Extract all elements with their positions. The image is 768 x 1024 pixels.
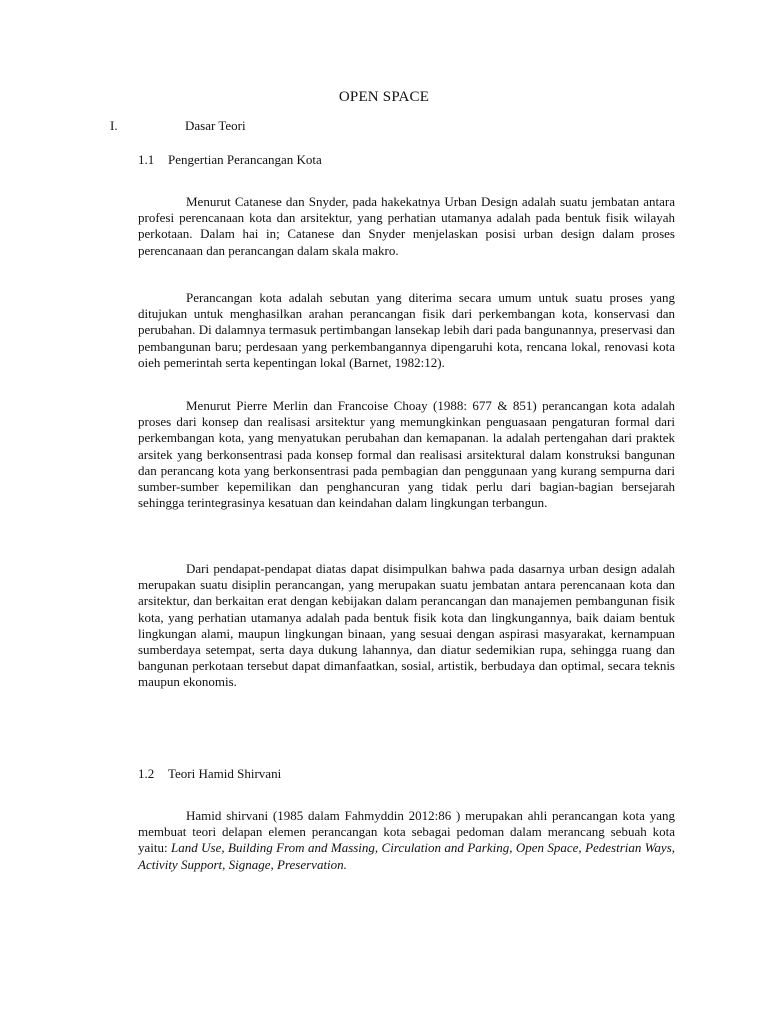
paragraph-1: Menurut Catanese dan Snyder, pada hakekatnya Urban Design adalah suatu jembatan antara profesi perencanaan kota dan arsitektur, yang perhatian utamanya adalah pada bentuk fisik wilayah perkotaan. Dalam hai in; Catanese dan Snyder menjelaskan posisi urban design dalam proses perencanaan dan perancangan dalam skala makro. [138,194,675,258]
section-title: Dasar Teori [185,118,246,133]
page-title: OPEN SPACE [338,89,430,105]
section-heading-1 [110,118,246,134]
paragraph-4: Dari pendapat-pendapat diatas dapat disimpulkan bahwa pada dasarnya urban design adalah merupakan suatu disiplin perancangan, yang merupakan suatu jembatan antara perencanaan kota dan arsitektur, dan berkaitan erat dengan kebijakan dalam perancangan dan manajemen pembangunan fisik kota, yang perhatian utamanya adalah pada bentuk fisik kota dan lingkungannya, baik daiam bentuk lingkungan alami, maupun lingkungan binaan, yang sesuai dengan aspirasi masyarakat, kernampuan sumberdaya setempat, serta daya dukung lahannya, dan diatur sedemikian rupa, sehingga ruang dan bangunan perkotaan tersebut dapat dimanfaatkan, sosial, artistik, berbudaya dan optimal, secara teknis maupun ekonomis. [138,561,675,690]
subsection-title: Teori Hamid Shirvani [168,766,282,781]
paragraph-3: Menurut Pierre Merlin dan Francoise Choay (1988: 677 & 851) perancangan kota adalah proses dari konsep dan realisasi arsitektur yang memungkinkan penguasaan pengaturan formal dari perkembangan kota, yang menyatukan perubahan dan kemapanan. la adalah pertengahan dari praktek arsitek yang berkonsentrasi pada konsep formal dan realisasi arsitektural dalam konstruksi bangunan dan perancang kota yang berkonsentrasi pada pembagian dan penggunaan yang kurang sempurna dari sumber-sumber kepemilikan dan penghancuran yang tidak perlu dari bagian-bagian bersejarah sehingga terintegrasinya kesatuan dan keindahan dalam lingkungan terbangun. [138,398,675,511]
paragraph-5: Hamid shirvani (1985 dalam Fahmyddin 2012:86 ) merupakan ahli perancangan kota yang membuat teori delapan elemen perancangan kota sebagai pedoman dalam merancang sebuah kota yaitu: Land Use, Building From and Massing, Circulation and Parking, Open Space, Pedestrian Ways, Activity Support, Signage, Preservation. [138,808,676,872]
paragraph-2: Perancangan kota adalah sebutan yang diterima secara umum untuk suatu proses yang ditujukan untuk menghasilkan arahan perancangan fisik dari perkembangan kota, konservasi dan perubahan. Di dalamnya termasuk pertimbangan lansekap lebih dari pada bangunannya, preservasi dan pembangunan baru; perdesaan yang perkembangannya dipengaruhi kota, rencana lokal, renovasi kota oieh pemerintah serta kepentingan lokal (Barnet, 1982:12). [138,290,675,370]
subsection-number: 1.2 [138,766,155,781]
subsection-heading-1-2 [138,766,281,782]
subsection-title: Pengertian Perancangan Kota [168,152,322,167]
section-number: I. [110,118,118,133]
subsection-number: 1.1 [138,152,155,167]
subsection-heading-1-1 [138,152,322,168]
italic-elements-list: Land Use, Building From and Massing, Circulation and Parking, Open Space, Pedestrian Ways, Activity Support, Signage, Preservation. [138,840,676,872]
